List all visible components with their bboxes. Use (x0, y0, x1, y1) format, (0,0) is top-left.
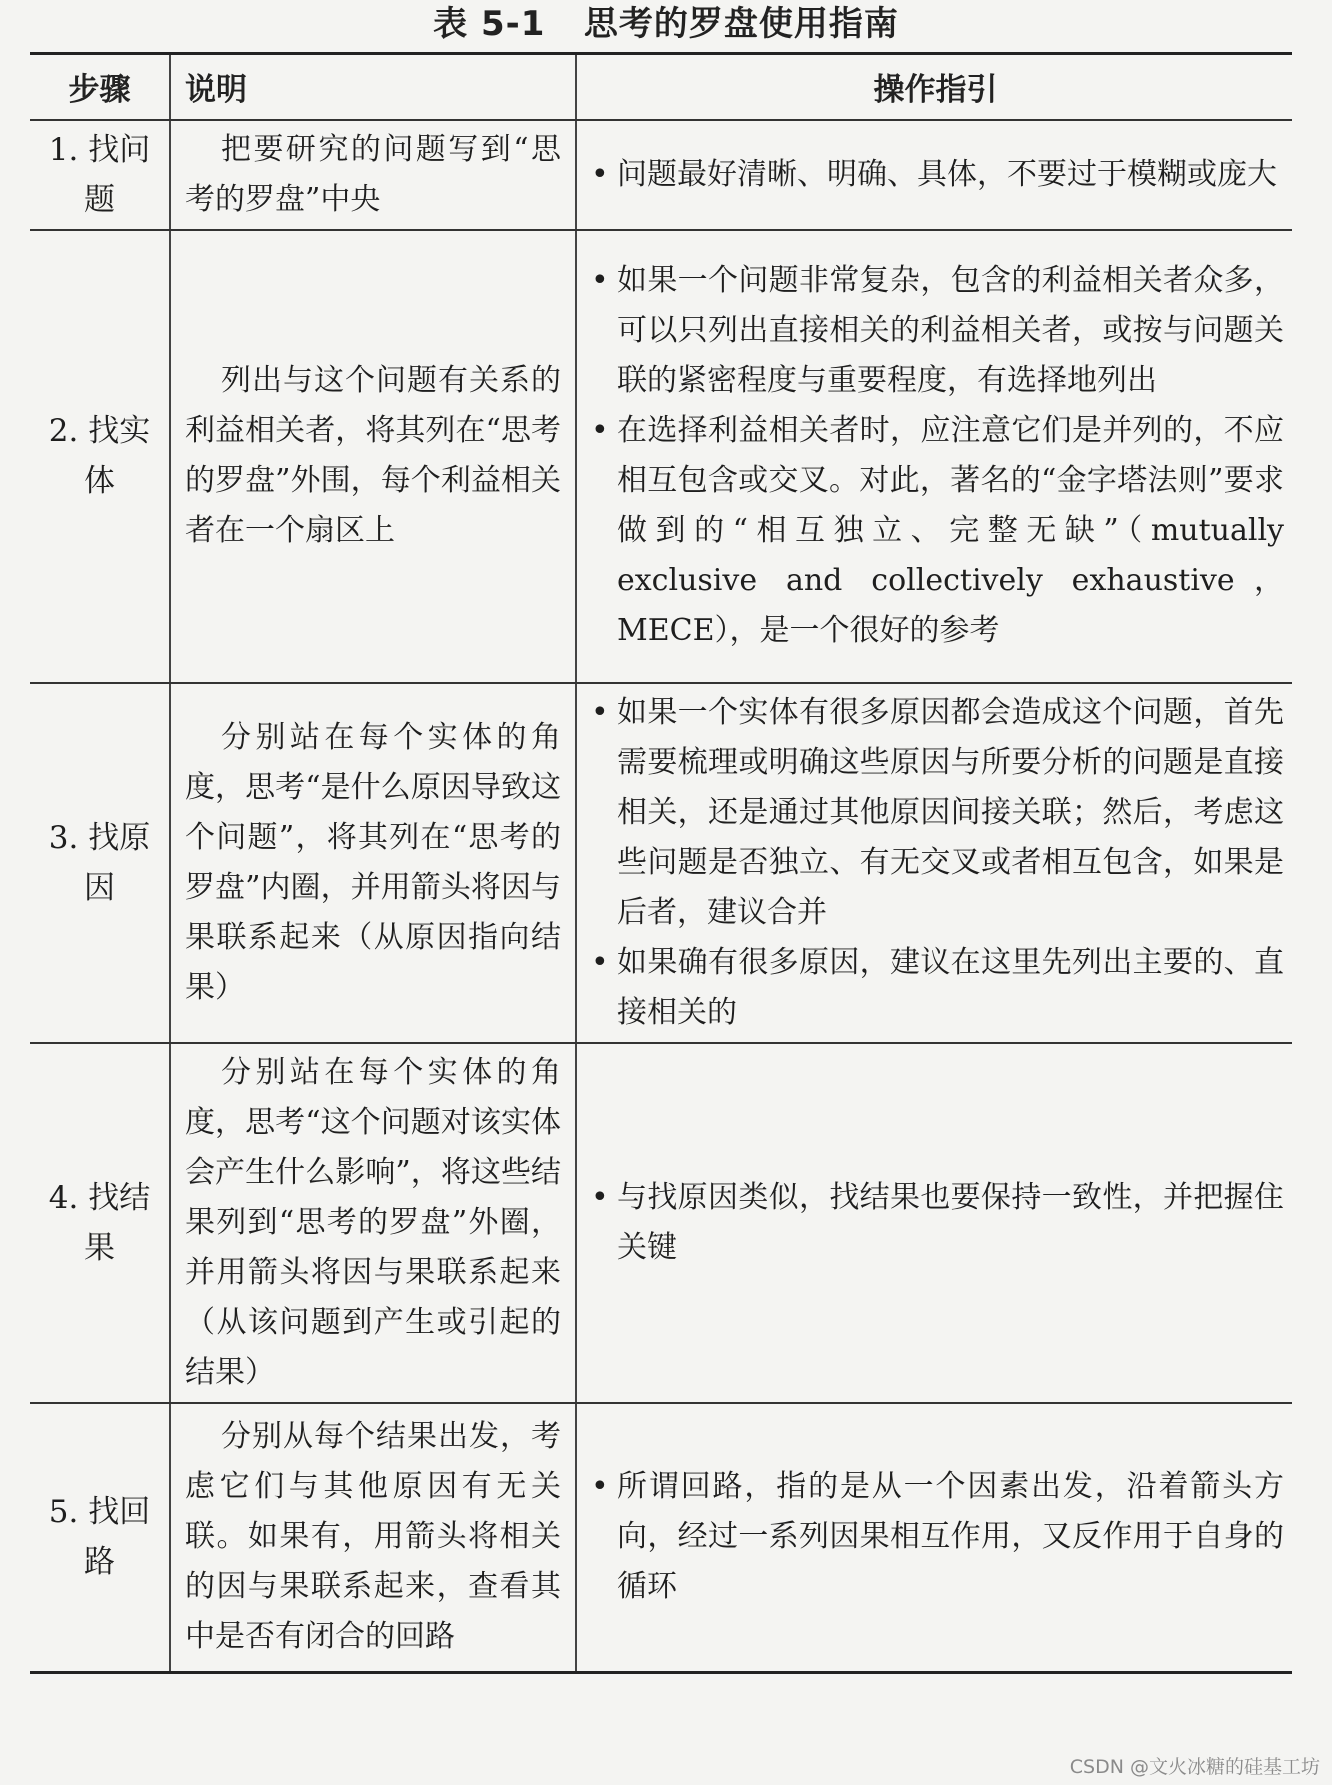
watermark: CSDN @文火冰糖的硅基工坊 (1069, 1756, 1320, 1778)
step-cell: 1. 找问题 (30, 120, 170, 230)
table-title: 表 5-1 思考的罗盘使用指南 (433, 4, 899, 44)
guidance-cell (576, 230, 1292, 683)
guidance-cell (576, 1403, 1292, 1673)
table-row (30, 683, 1292, 1043)
table-row (30, 120, 1292, 230)
tip-item: • 问题最好清晰、明确、具体，不要过于模糊或庞大 (587, 150, 1284, 200)
step-cell: 5. 找回路 (30, 1403, 170, 1673)
table-row (30, 230, 1292, 683)
header-step: 步骤 (30, 54, 170, 120)
step-cell: 4. 找结果 (30, 1043, 170, 1403)
guidance-cell (576, 120, 1292, 230)
header-guidance: 操作指引 (576, 54, 1292, 120)
description-cell: 分别从每个结果出发，考虑它们与其他原因有无关联。如果有，用箭头将相关的因与果联系起来，查看其中是否有闭合的回路 (170, 1403, 576, 1673)
description-cell: 列出与这个问题有关系的利益相关者，将其列在“思考的罗盘”外围，每个利益相关者在一个扇区上 (170, 230, 576, 683)
step-cell: 3. 找原因 (30, 683, 170, 1043)
step-cell: 2. 找实体 (30, 230, 170, 683)
tip-item: • 如果一个问题非常复杂，包含的利益相关者众多，可以只列出直接相关的利益相关者，或按与问题关联的紧密程度与重要程度，有选择地列出 (587, 256, 1284, 406)
table-row (30, 1043, 1292, 1403)
guide-table (30, 52, 1292, 1674)
header-row (30, 54, 1292, 120)
tip-item: • 在选择利益相关者时，应注意它们是并列的，不应相互包含或交叉。对此，著名的“金字塔法则”要求做到的“相互独立、完整无缺”（mutually exclusive and collectively exhaustive，MECE），是一个很好的参考 (587, 406, 1284, 656)
description-cell: 分别站在每个实体的角度，思考“是什么原因导致这个问题”，将其列在“思考的罗盘”内圈，并用箭头将因与果联系起来（从原因指向结果） (170, 683, 576, 1043)
header-description: 说明 (170, 54, 576, 120)
table-row (30, 1403, 1292, 1673)
tip-item: • 如果一个实体有很多原因都会造成这个问题，首先需要梳理或明确这些原因与所要分析的问题是直接相关，还是通过其他原因间接关联；然后，考虑这些问题是否独立、有无交叉或者相互包含，如果是后者，建议合并 (587, 688, 1284, 938)
guidance-cell (576, 683, 1292, 1043)
tip-item: • 如果确有很多原因，建议在这里先列出主要的、直接相关的 (587, 938, 1284, 1038)
description-cell: 把要研究的问题写到“思考的罗盘”中央 (170, 120, 576, 230)
description-cell: 分别站在每个实体的角度，思考“这个问题对该实体会产生什么影响”，将这些结果列到“思考的罗盘”外圈，并用箭头将因与果联系起来（从该问题到产生或引起的结果） (170, 1043, 576, 1403)
tip-item: • 所谓回路，指的是从一个因素出发，沿着箭头方向，经过一系列因果相互作用，又反作用于自身的循环 (587, 1462, 1284, 1612)
tip-item: • 与找原因类似，找结果也要保持一致性，并把握住关键 (587, 1173, 1284, 1273)
guidance-cell (576, 1043, 1292, 1403)
